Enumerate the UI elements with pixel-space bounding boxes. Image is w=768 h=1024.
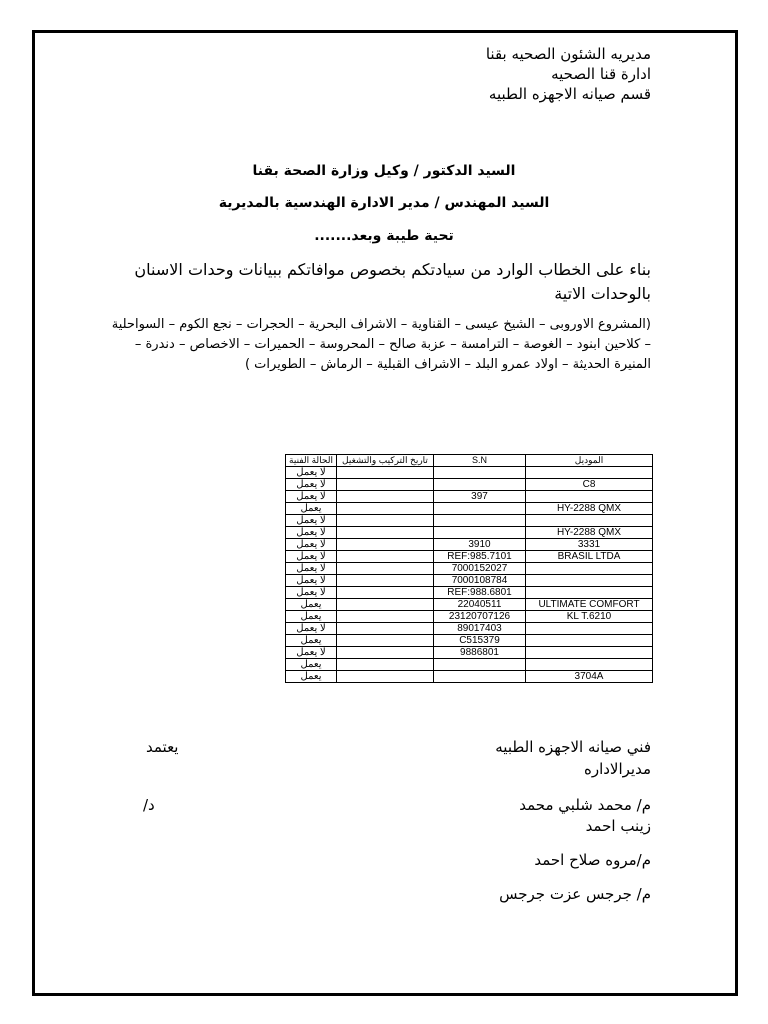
cell-model	[526, 635, 653, 647]
table-row	[286, 599, 653, 611]
cell-model: BRASIL LTDA	[526, 551, 653, 563]
table-row	[286, 515, 653, 527]
cell-install-date	[337, 647, 434, 659]
cell-sn: 397	[434, 491, 526, 503]
cell-status: لا يعمل	[286, 467, 337, 479]
cell-install-date	[337, 563, 434, 575]
table-row	[286, 551, 653, 563]
cell-model: HY-2288 QMX	[526, 527, 653, 539]
cell-model	[526, 491, 653, 503]
cell-install-date	[337, 611, 434, 623]
cell-model	[526, 467, 653, 479]
table-row	[286, 491, 653, 503]
cell-status: لا يعمل	[286, 527, 337, 539]
table-row	[286, 611, 653, 623]
engineer-1: م/ محمد شلبي محمد	[519, 796, 651, 814]
cell-status: لا يعمل	[286, 623, 337, 635]
header-sn: S.N	[434, 455, 526, 467]
cell-status: لا يعمل	[286, 587, 337, 599]
table-row	[286, 671, 653, 683]
header-install-date: تاريخ التركيب والتشغيل	[337, 455, 434, 467]
cell-model	[526, 515, 653, 527]
letterhead-line-3: قسم صيانه الاجهزه الطبيه	[488, 85, 651, 103]
addressee-1: السيد الدكتور / وكيل وزارة الصحة بقنا	[252, 163, 516, 179]
body-paragraph-1: بناء على الخطاب الوارد من سيادتكم بخصوص موافاتكم ببيانات وحدات الاسنان بالوحدات الاتية	[134, 260, 651, 303]
dental-units-table	[285, 454, 653, 683]
cell-status: لا يعمل	[286, 551, 337, 563]
table-row	[286, 623, 653, 635]
cell-status: يعمل	[286, 635, 337, 647]
cell-sn: REF:985.7101	[434, 551, 526, 563]
cell-install-date	[337, 479, 434, 491]
cell-model	[526, 587, 653, 599]
cell-install-date	[337, 599, 434, 611]
cell-install-date	[337, 575, 434, 587]
cell-status: لا يعمل	[286, 647, 337, 659]
cell-model	[526, 575, 653, 587]
table-row	[286, 479, 653, 491]
cell-status: لا يعمل	[286, 539, 337, 551]
cell-status: يعمل	[286, 611, 337, 623]
cell-install-date	[337, 515, 434, 527]
table-row	[286, 563, 653, 575]
cell-install-date	[337, 551, 434, 563]
cell-sn	[434, 467, 526, 479]
cell-status: يعمل	[286, 503, 337, 515]
cell-model: 3331	[526, 539, 653, 551]
table-row	[286, 647, 653, 659]
cell-sn: 22040511	[434, 599, 526, 611]
letterhead-line-1: مديريه الشئون الصحيه بقنا	[485, 45, 651, 63]
table-row	[286, 539, 653, 551]
cell-sn: 89017403	[434, 623, 526, 635]
cell-install-date	[337, 587, 434, 599]
cell-install-date	[337, 539, 434, 551]
header-model: الموديل	[526, 455, 653, 467]
cell-sn: C515379	[434, 635, 526, 647]
cell-sn: 7000152027	[434, 563, 526, 575]
cell-model	[526, 647, 653, 659]
cell-sn	[434, 527, 526, 539]
table-header-row	[286, 455, 653, 467]
cell-model: 3704A	[526, 671, 653, 683]
director-name: زينب احمد	[585, 817, 651, 835]
cell-sn	[434, 671, 526, 683]
letterhead	[486, 44, 651, 104]
units-list: (المشروع الاوروبى – الشيخ عيسى – القناوية – الاشراف البحرية – الحجرات – نجع الكوم – السواحلية – كلاحين ابنود – الغوصة – الترامسة – عزبة صالح – المحروسة – الحميرات – الاخصاص – دندرة – المنيرة الحديثة – اولاد عمرو البلد – الاشراف القبلية – الرماش – الطويرات )	[111, 317, 651, 372]
engineer-3: م/ جرجس عزت جرجس	[499, 885, 651, 903]
cell-install-date	[337, 491, 434, 503]
cell-install-date	[337, 527, 434, 539]
cell-model	[526, 563, 653, 575]
engineer-2: م/مروه صلاح احمد	[534, 851, 651, 869]
addressee-2: السيد المهندس / مدير الادارة الهندسية بالمديرية	[218, 195, 550, 211]
cell-sn	[434, 515, 526, 527]
cell-install-date	[337, 671, 434, 683]
cell-sn: REF:988.6801	[434, 587, 526, 599]
cell-sn	[434, 503, 526, 515]
cell-status: لا يعمل	[286, 563, 337, 575]
table-body	[286, 467, 653, 683]
table-row	[286, 575, 653, 587]
table-row	[286, 635, 653, 647]
cell-sn: 7000108784	[434, 575, 526, 587]
cell-status: يعمل	[286, 659, 337, 671]
approve-label: يعتمد	[146, 738, 179, 756]
cell-status: لا يعمل	[286, 479, 337, 491]
cell-install-date	[337, 635, 434, 647]
cell-model: HY-2288 QMX	[526, 503, 653, 515]
cell-model: KL T.6210	[526, 611, 653, 623]
cell-status: لا يعمل	[286, 491, 337, 503]
cell-model: ULTIMATE COMFORT	[526, 599, 653, 611]
cell-sn	[434, 479, 526, 491]
table-row	[286, 503, 653, 515]
cell-model	[526, 623, 653, 635]
cell-sn: 9886801	[434, 647, 526, 659]
cell-sn: 3910	[434, 539, 526, 551]
cell-status: لا يعمل	[286, 515, 337, 527]
cell-install-date	[337, 623, 434, 635]
cell-install-date	[337, 503, 434, 515]
cell-model	[526, 659, 653, 671]
table-row	[286, 467, 653, 479]
doctor-prefix: د/	[143, 796, 155, 814]
header-status: الحالة الفنية	[286, 455, 337, 467]
letterhead-line-2: ادارة قنا الصحيه	[551, 65, 651, 83]
cell-sn: 23120707126	[434, 611, 526, 623]
tech-title: فني صيانه الاجهزه الطبيه	[495, 738, 651, 756]
greeting: تحية طيبة وبعد.......	[314, 228, 454, 244]
cell-model: C8	[526, 479, 653, 491]
table-row	[286, 527, 653, 539]
cell-status: يعمل	[286, 671, 337, 683]
cell-install-date	[337, 659, 434, 671]
cell-status: يعمل	[286, 599, 337, 611]
cell-sn	[434, 659, 526, 671]
cell-install-date	[337, 467, 434, 479]
table-row	[286, 659, 653, 671]
director-title: مديرالاداره	[583, 760, 651, 778]
cell-status: لا يعمل	[286, 575, 337, 587]
table-row	[286, 587, 653, 599]
